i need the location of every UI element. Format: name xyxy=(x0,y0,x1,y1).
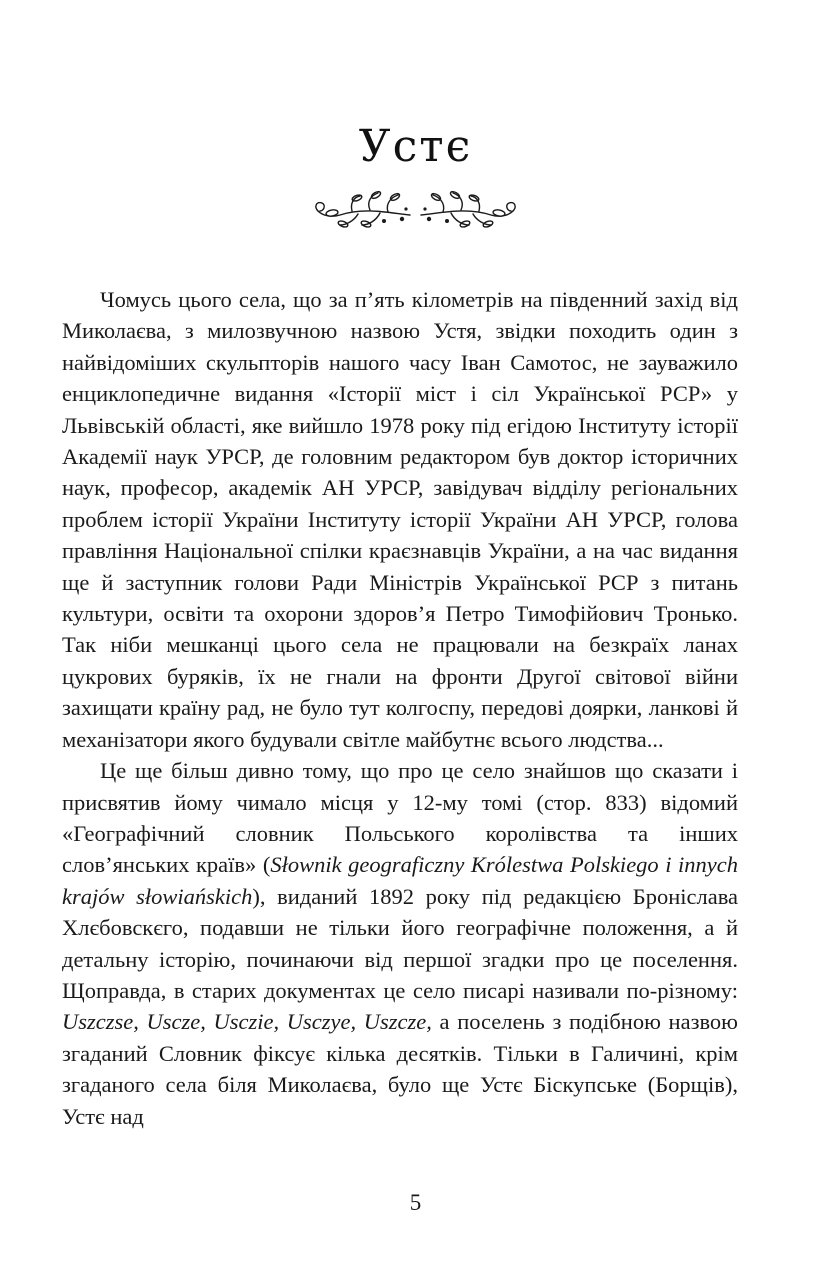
paragraph-1: Чомусь цього села, що за п’ять кілометрів на південний захід від Миколаєва, з милозвучною назвою Устя, звідки походить один з найвідоміших скульпторів нашого часу Іван Самотос, не зауважило енциклопедичне видання «Історії міст і сіл Української РСР» у Львівській області, яке вийшло 1978 року під егідою Інституту історії Академії наук УРСР, де головним редактором був доктор історичних наук, професор, академік АН УРСР, завідувач відділу регіональних проблем історії України Інституту історії України АН УРСР, голова правління Національної спілки краєзнавців України, а на час видання ще й заступник голови Ради Міністрів Української РСР з питань культури, освіти та охорони здоров’я Петро Тимофійович Тронько. Так ніби мешканці цього села не працювали на безкраїх ланах цукрових буряків, їх не гнали на фронти Другої світової війни захищати країну рад, не було тут колгоспу, передові доярки, ланкові й механізатори якого будували світле майбутнє всього людства... xyxy=(62,287,738,752)
page-number: 5 xyxy=(409,1190,422,1215)
paragraph-2-text-3: а поселень з подібною назвою згаданий Словник фіксує кілька десятків. Тільки в Галичині, крім згаданого села біля Миколаєва, було ще Устє Біскупське (Борщів), Устє над xyxy=(62,1009,738,1129)
paragraph-2-italic-names: Uszczse, Uscze, Usczie, Usczye, Uszcze, xyxy=(62,1009,432,1035)
body-text xyxy=(62,284,738,1132)
floral-ornament-icon xyxy=(310,185,521,241)
page-title: Устє xyxy=(358,121,473,173)
paragraph-2 xyxy=(62,755,738,1132)
paragraph-2-text-2: ), виданий 1892 року під редакцією Броніслава Хлєбовскєго, подавши не тільки його географічне положення, а й детальну історію, починаючи від першої згадки про це поселення. Щоправда, в старих документах це село писарі називали по-різному: xyxy=(62,883,739,1003)
paragraph-2-text-1: Це ще більш дивно тому, що про це село знайшов що сказати і присвятив йому чимало місця у 12-му томі (стор. 833) відомий «Географічний словник Польського королівства та інших слов’янських країв» ( xyxy=(62,758,738,878)
paragraph-2-italic-title: Słownik geograficzny Królestwa Polskiego i innych krajów słowiańskich xyxy=(62,852,738,909)
